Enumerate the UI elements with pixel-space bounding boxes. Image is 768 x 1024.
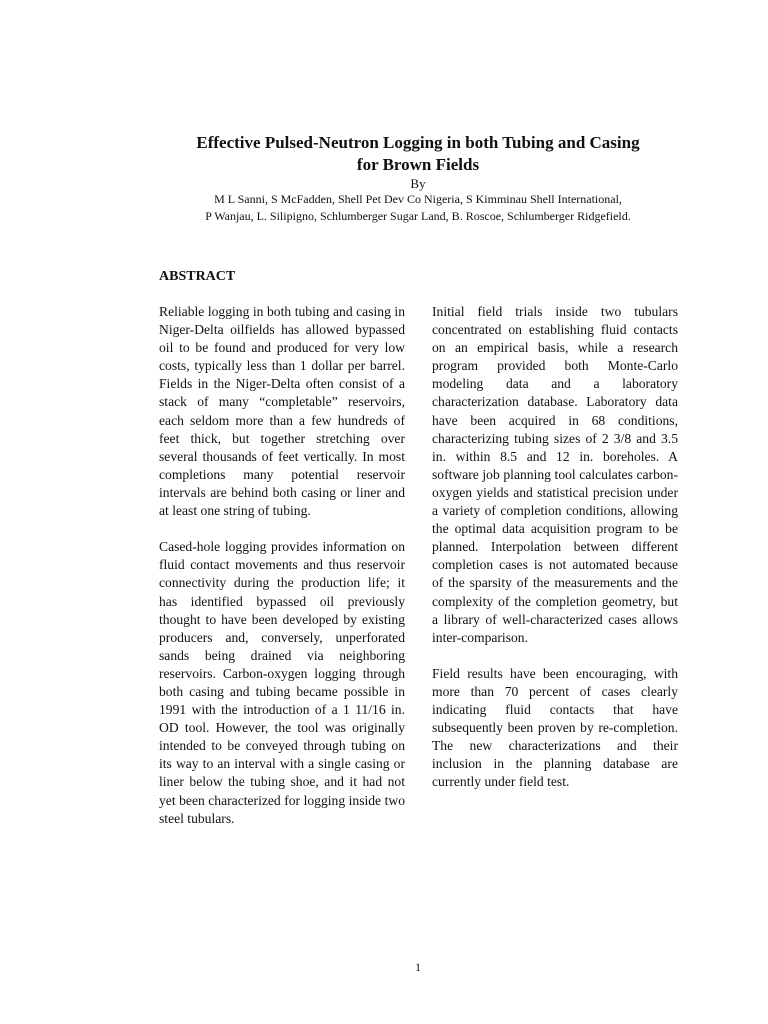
abstract-paragraph: Initial field trials inside two tubulars concentrated on establishing fluid contacts on an empirical basis, while a research program provided both Monte-Carlo modeling data and a laboratory characterization database. Laboratory data have been acquired in 68 conditions, characterizing tubing sizes of 2 3/8 and 3.5 in. within 8.5 and 12 in. boreholes. A software job planning tool calculates carbon-oxygen yields and statistical precision under a variety of completion conditions, allowing the optimal data acquisition program to be planned. Interpolation between different completion cases is not automated because of the sparsity of the measurements and the complexity of the completion geometry, but a library of well-characterized cases allows inter-comparison.: [432, 304, 678, 645]
page-number: 1: [415, 960, 421, 974]
paper-title-line-2: for Brown Fields: [356, 155, 480, 174]
paper-title-line-1: Effective Pulsed-Neutron Logging in both Tubing and Casing: [196, 133, 640, 152]
abstract-paragraph: Reliable logging in both tubing and casing in Niger-Delta oilfields has allowed bypassed oil to be found and produced for very low costs, typically less than 1 dollar per barrel. Fields in the Niger-Delta often consist of a stack of many “completable” reservoirs, each seldom more than a few hundreds of feet thick, but together stretching over several thousands of feet vertically. In most completions many potential reservoir intervals are behind both casing or liner and at least one string of tubing.: [159, 304, 405, 519]
authors-line-1: M L Sanni, S McFadden, Shell Pet Dev Co Nigeria, S Kimminau Shell International,: [214, 192, 622, 206]
by-label: By: [410, 176, 426, 191]
authors-line-2: P Wanjau, L. Silipigno, Schlumberger Sugar Land, B. Roscoe, Schlumberger Ridgefield.: [205, 209, 631, 223]
right-column: [432, 303, 678, 810]
left-column: [159, 303, 405, 846]
abstract-heading: ABSTRACT: [159, 269, 236, 284]
title-block: [0, 132, 768, 225]
abstract-paragraph: Field results have been encouraging, with more than 70 percent of cases clearly indicating fluid contacts that have subsequently been proven by re-completion. The new characterizations and their inclusion in the planning database are currently under field test.: [432, 665, 678, 790]
abstract-paragraph: Cased-hole logging provides information on fluid contact movements and thus reservoir connectivity during the production life; it has identified bypassed oil previously thought to have been developed by existing producers and, conversely, unperforated sands being drained via neighboring reservoirs. Carbon-oxygen logging through both casing and tubing became possible in 1991 with the introduction of a 1 11/16 in. OD tool. However, the tool was originally intended to be conveyed through tubing on its way to an interval with a single casing or liner below the tubing shoe, and it had not yet been characterized for logging inside two steel tubulars.: [159, 539, 405, 826]
